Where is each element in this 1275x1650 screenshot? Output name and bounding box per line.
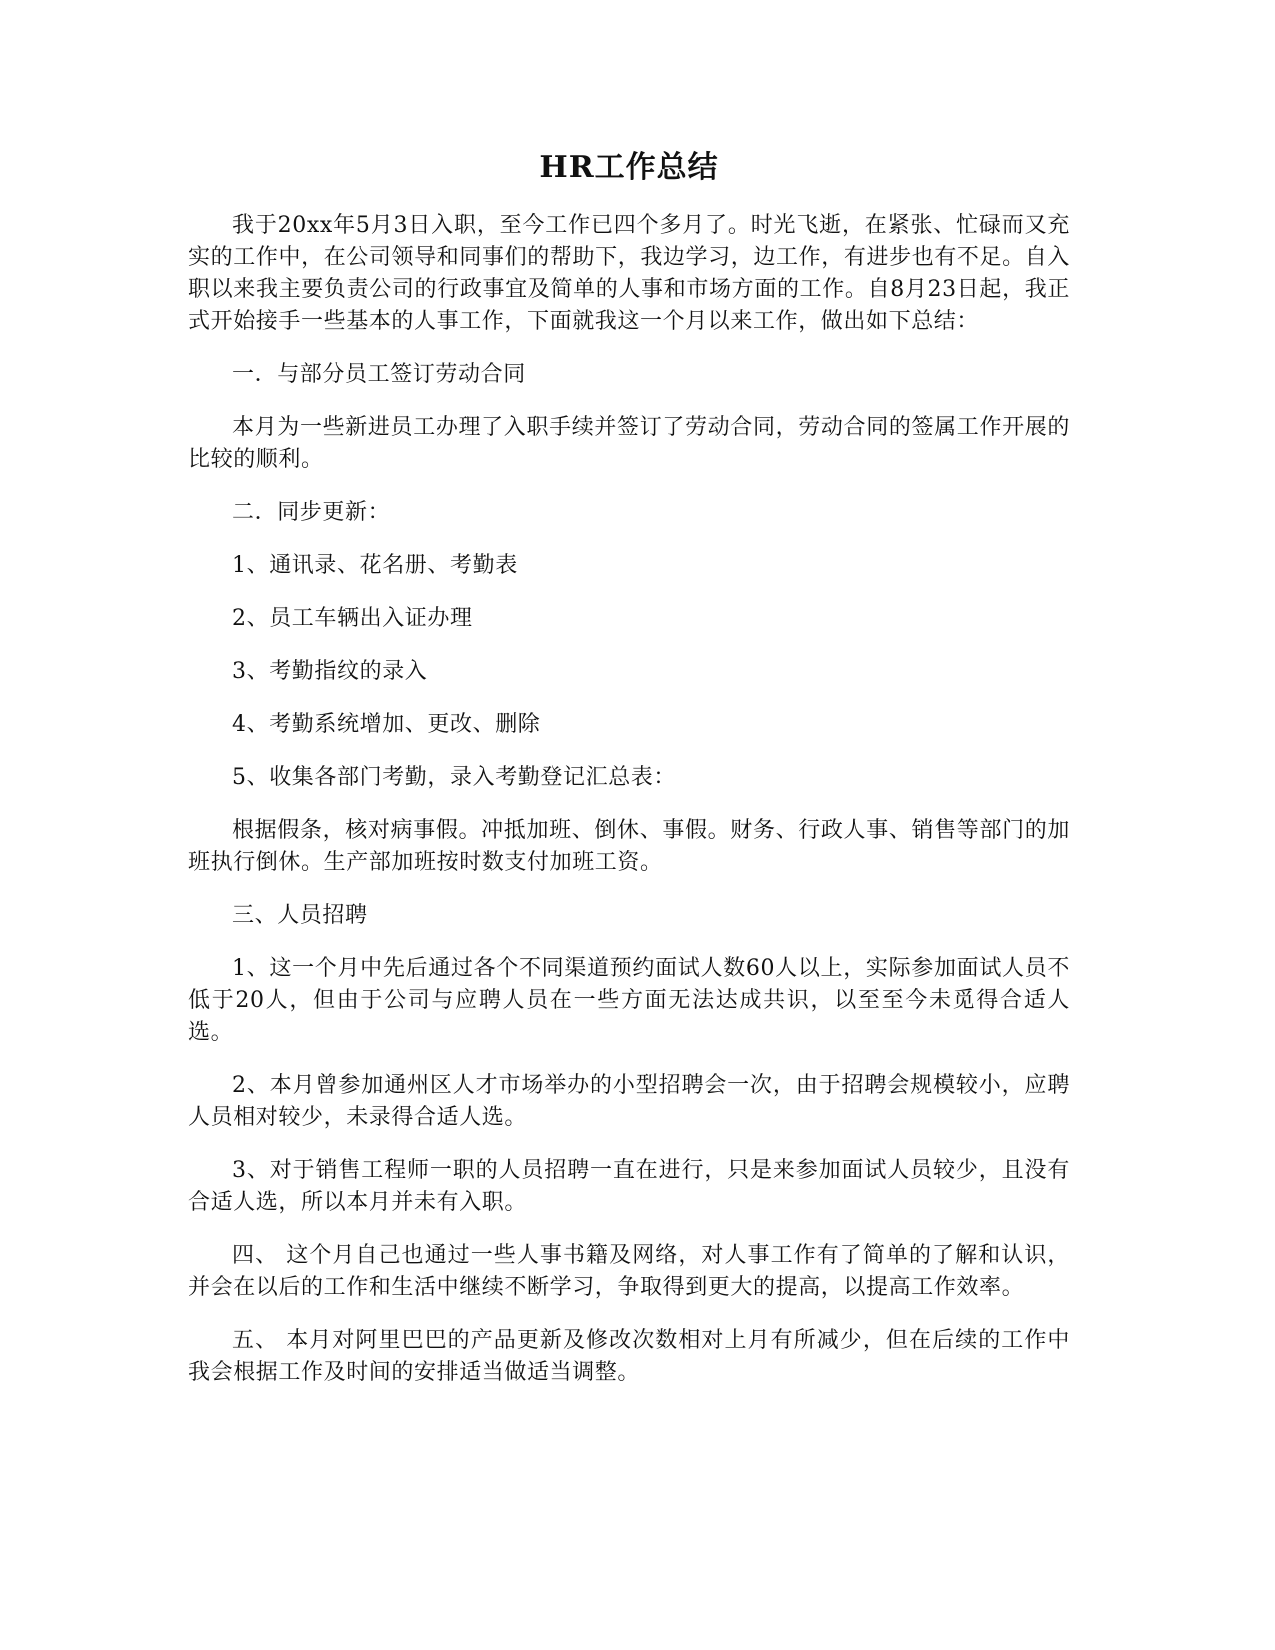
list-item: 5、收集各部门考勤，录入考勤登记汇总表：: [232, 765, 676, 790]
page-title: HR工作总结: [539, 150, 719, 185]
section-heading-recruitment: 三、人员招聘: [232, 903, 368, 928]
recruitment-paragraph: 3、对于销售工程师一职的人员招聘一直在进行，只是来参加面试人员较少，且没有合适人选，所以本月并未有入职。: [188, 1158, 1070, 1215]
alibaba-paragraph: 五、 本月对阿里巴巴的产品更新及修改次数相对上月有所减少，但在后续的工作中我会根据工作及时间的安排适当做适当调整。: [188, 1328, 1070, 1385]
document-body: [188, 148, 1070, 1410]
list-item: 2、员工车辆出入证办理: [232, 606, 473, 631]
self-study-paragraph: 四、 这个月自己也通过一些人事书籍及网络，对人事工作有了简单的了解和认识，并会在以后的工作和生活中继续不断学习，争取得到更大的提高，以提高工作效率。: [188, 1243, 1070, 1300]
attendance-paragraph: 根据假条，核对病事假。冲抵加班、倒休、事假。财务、行政人事、销售等部门的加班执行倒休。生产部加班按时数支付加班工资。: [188, 818, 1070, 875]
contracts-paragraph: 本月为一些新进员工办理了入职手续并签订了劳动合同，劳动合同的签属工作开展的比较的顺利。: [188, 415, 1070, 472]
list-item: 1、通讯录、花名册、考勤表: [232, 553, 518, 578]
list-item: 3、考勤指纹的录入: [232, 659, 428, 684]
recruitment-paragraph: 1、这一个月中先后通过各个不同渠道预约面试人数60人以上，实际参加面试人员不低于20人，但由于公司与应聘人员在一些方面无法达成共识，以至至今未觅得合适人选。: [188, 956, 1070, 1045]
intro-paragraph: 我于20xx年5月3日入职，至今工作已四个多月了。时光飞逝，在紧张、忙碌而又充实的工作中，在公司领导和同事们的帮助下，我边学习，边工作，有进步也有不足。自入职以来我主要负责公司的行政事宜及简单的人事和市场方面的工作。自8月23日起，我正式开始接手一些基本的人事工作，下面就我这一个月以来工作，做出如下总结：: [188, 213, 1070, 334]
section-heading-sync-updates: 二．同步更新：: [232, 500, 391, 525]
section-heading-contracts: 一．与部分员工签订劳动合同: [232, 362, 526, 387]
recruitment-paragraph: 2、本月曾参加通州区人才市场举办的小型招聘会一次，由于招聘会规模较小，应聘人员相对较少，未录得合适人选。: [188, 1073, 1070, 1130]
list-item: 4、考勤系统增加、更改、删除: [232, 712, 541, 737]
